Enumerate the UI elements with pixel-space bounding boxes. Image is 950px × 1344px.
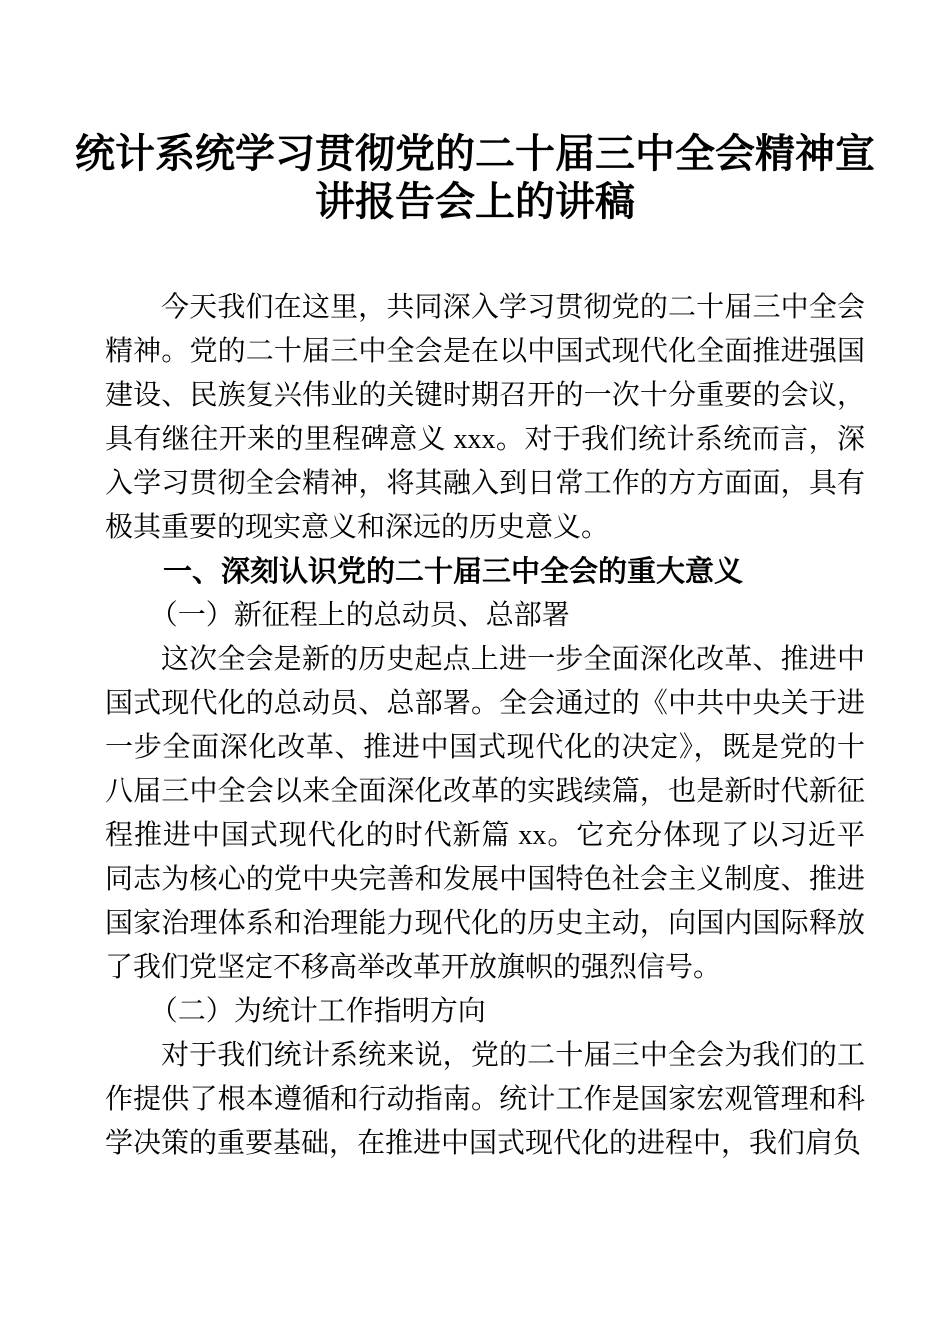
section-heading-1: 一、深刻认识党的二十届三中全会的重大意义 xyxy=(163,556,744,588)
document-title xyxy=(60,130,890,226)
sub-heading-1-1: （一）新征程上的总动员、总部署 xyxy=(149,600,570,631)
document-title-line-2: 讲报告会上的讲稿 xyxy=(315,179,635,224)
paragraph-intro: 今天我们在这里，共同深入学习贯彻党的二十届三中全会精神。党的二十届三中全会是在以中国式现代化全面推进强国建设、民族复兴伟业的关键时期召开的一次十分重要的会议，具有继往开来的里程碑意义 xxx。对于我们统计系统而言，深入学习贯彻全会精神，将其融入到日常工作的方方面面，具有极其重要的现实意义和深远的历史意义。 xyxy=(105,292,865,543)
paragraph-section-1-2: 对于我们统计系统来说，党的二十届三中全会为我们的工作提供了根本遵循和行动指南。统计工作是国家宏观管理和科学决策的重要基础，在推进中国式现代化的进程中，我们肩负 xyxy=(105,1040,865,1159)
paragraph-section-1-1: 这次全会是新的历史起点上进一步全面深化改革、推进中国式现代化的总动员、总部署。全会通过的《中共中央关于进一步全面深化改革、推进中国式现代化的决定》，既是党的十八届三中全会以来全面深化改革的实践续篇，也是新时代新征程推进中国式现代化的时代新篇 xx。它充分体现了以习近平同志为核心的党中央完善和发展中国特色社会主义制度、推进国家治理体系和治理能力现代化的历史主动，向国内国际释放了我们党坚定不移高举改革开放旗帜的强烈信号。 xyxy=(105,644,865,983)
document-title-line-1: 统计系统学习贯彻党的二十届三中全会精神宣 xyxy=(75,131,875,176)
sub-heading-1-2: （二）为统计工作指明方向 xyxy=(149,996,486,1027)
document-body xyxy=(105,286,865,1166)
